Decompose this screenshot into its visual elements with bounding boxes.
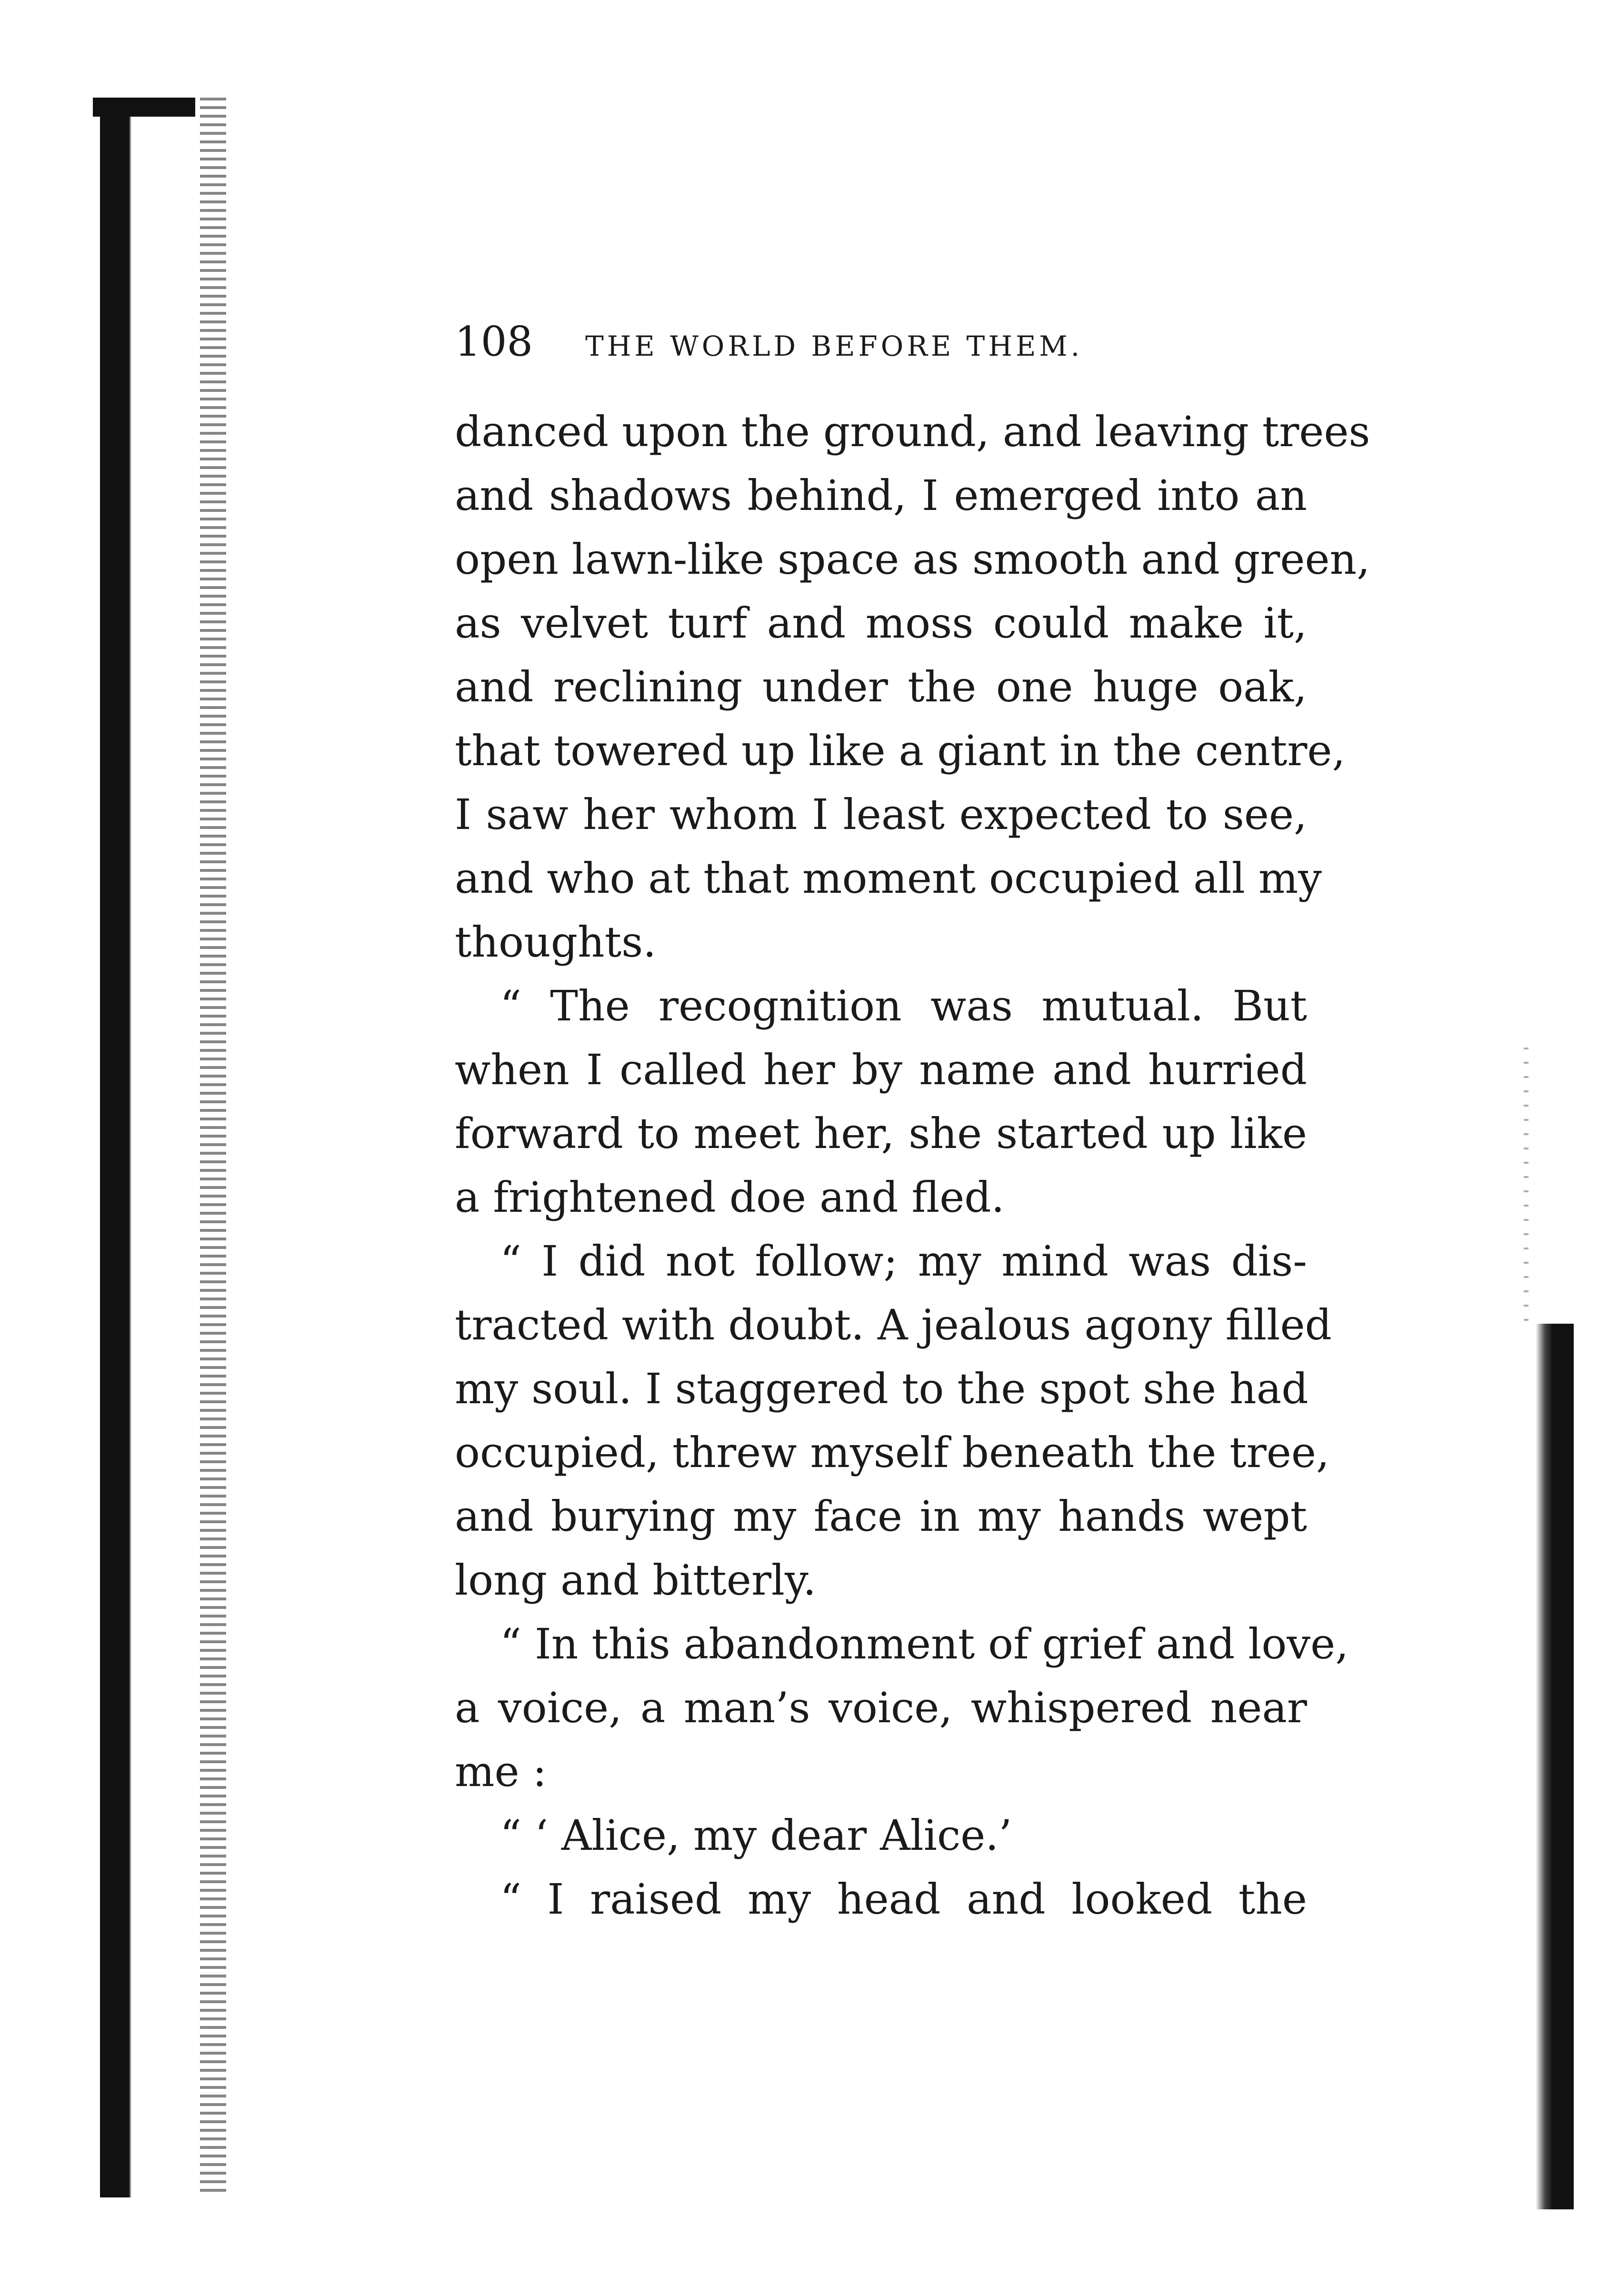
text-line: “ I did not follow; my mind was dis- bbox=[500, 1237, 1307, 1286]
text-line: when I called her by name and hurried bbox=[455, 1045, 1307, 1094]
text-line: open lawn-like space as smooth and green, bbox=[455, 535, 1370, 584]
page-edge-shadow bbox=[1536, 1324, 1574, 2209]
text-line: that towered up like a giant in the centre, bbox=[455, 726, 1346, 775]
text-line: “ I raised my head and looked the bbox=[500, 1875, 1307, 1924]
text-line: occupied, threw myself beneath the tree, bbox=[455, 1428, 1329, 1477]
text-line: my soul. I staggered to the spot she had bbox=[455, 1364, 1308, 1413]
text-line: a voice, a man’s voice, whispered near bbox=[455, 1683, 1307, 1732]
body-text bbox=[455, 400, 1370, 1931]
running-title: THE WORLD BEFORE THEM. bbox=[585, 330, 1083, 362]
text-line: “ The recognition was mutual. But bbox=[500, 981, 1307, 1030]
text-line: tracted with doubt. A jealous agony filled bbox=[455, 1300, 1332, 1349]
text-line: “ ‘ Alice, my dear Alice.’ bbox=[500, 1811, 1012, 1860]
text-line: and burying my face in my hands wept bbox=[455, 1492, 1307, 1541]
running-head bbox=[455, 318, 1169, 370]
text-line: a frightened doe and fled. bbox=[455, 1173, 1005, 1222]
text-line: “ In this abandonment of grief and love, bbox=[500, 1619, 1349, 1668]
text-line: and who at that moment occupied all my bbox=[455, 854, 1322, 903]
text-line: and shadows behind, I emerged into an bbox=[455, 471, 1307, 520]
text-line: me : bbox=[455, 1747, 547, 1796]
text-line: long and bitterly. bbox=[455, 1556, 817, 1605]
text-line: danced upon the ground, and leaving trees bbox=[455, 407, 1370, 456]
text-line: thoughts. bbox=[455, 918, 657, 967]
text-line: forward to meet her, she started up like bbox=[455, 1109, 1307, 1158]
binding-shadow bbox=[100, 98, 148, 2197]
binding-shadow-top bbox=[93, 98, 195, 117]
text-line: and reclining under the one huge oak, bbox=[455, 662, 1307, 711]
text-line: as velvet turf and moss could make it, bbox=[455, 599, 1307, 648]
text-line: I saw her whom I least expected to see, bbox=[455, 790, 1307, 839]
page-number: 108 bbox=[455, 318, 533, 366]
page-edge-speckle bbox=[1524, 1048, 1528, 1333]
